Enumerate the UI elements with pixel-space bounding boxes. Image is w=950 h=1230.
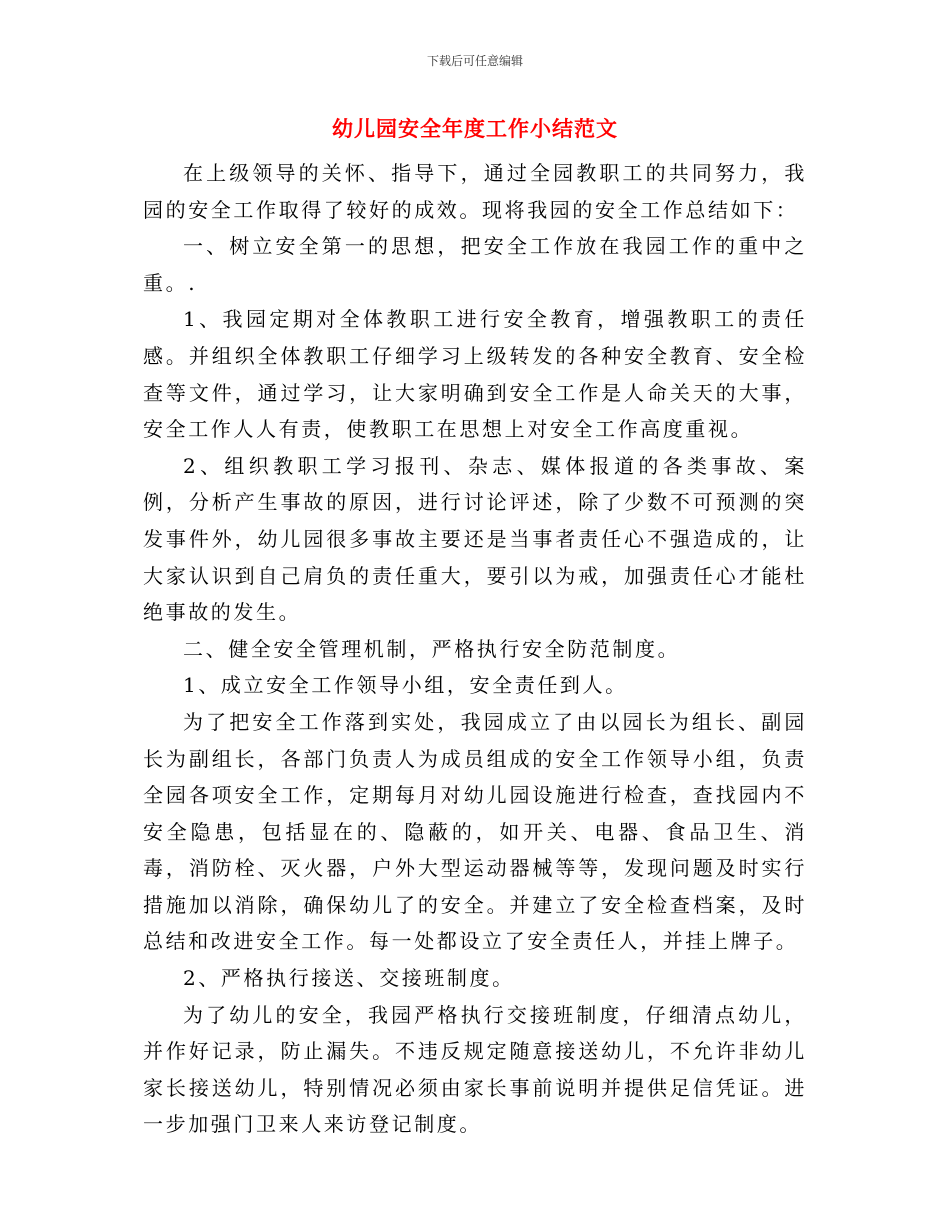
document-title: 幼儿园安全年度工作小结范文 bbox=[332, 116, 618, 141]
paragraph-intro: 在上级领导的关怀、指导下，通过全园教职工的共同努力，我园的安全工作取得了较好的成效。现将我园的安全工作总结如下： bbox=[143, 161, 807, 222]
paragraph-2-1: 为了把安全工作落到实处，我园成立了由以园长为组长、副园长为副组长，各部门负责人为成员组成的安全工作领导小组，负责全园各项安全工作，定期每月对幼儿园设施进行检查，查找园内不安全隐患，包括显在的、隐蔽的，如开关、电器、食品卫生、消毒，消防栓、灭火器，户外大型运动器械等等，发现问题及时实行措施加以消除，确保幼儿了的安全。并建立了安全检查档案，及时总结和改进安全工作。每一处都设立了安全责任人，并挂上牌子。 bbox=[143, 709, 807, 954]
header-note: 下载后可任意编辑 bbox=[426, 54, 523, 68]
subheading-2-2: 2、严格执行接送、交接班制度。 bbox=[183, 966, 515, 991]
paragraph-2-2: 为了幼儿的安全，我园严格执行交接班制度，仔细清点幼儿，并作好记录，防止漏失。不违反规定随意接送幼儿，不允许非幼儿家长接送幼儿，特别情况必须由家长事前说明并提供足信凭证。进一步加强门卫来人来访登记制度。 bbox=[143, 1002, 807, 1137]
paragraph-1-2: 2、组织教职工学习报刊、杂志、媒体报道的各类事故、案例，分析产生事故的原因，进行讨论评述，除了少数不可预测的突发事件外，幼儿园很多事故主要还是当事者责任心不强造成的，让大家认识到自己肩负的责任重大，要引以为戒，加强责任心才能杜绝事故的发生。 bbox=[143, 453, 807, 625]
section-heading-2: 二、健全安全管理机制，严格执行安全防范制度。 bbox=[183, 636, 681, 661]
section-heading-1: 一、树立安全第一的思想，把安全工作放在我园工作的重中之重。. bbox=[143, 234, 807, 295]
paragraph-1-1: 1、我园定期对全体教职工进行安全教育，增强教职工的责任感。并组织全体教职工仔细学习上级转发的各种安全教育、安全检查等文件，通过学习，让大家明确到安全工作是人命关天的大事，安全工作人人有责，使教职工在思想上对安全工作高度重视。 bbox=[143, 307, 807, 442]
subheading-2-1: 1、成立安全工作领导小组，安全责任到人。 bbox=[183, 673, 628, 698]
document-body bbox=[143, 155, 807, 1143]
